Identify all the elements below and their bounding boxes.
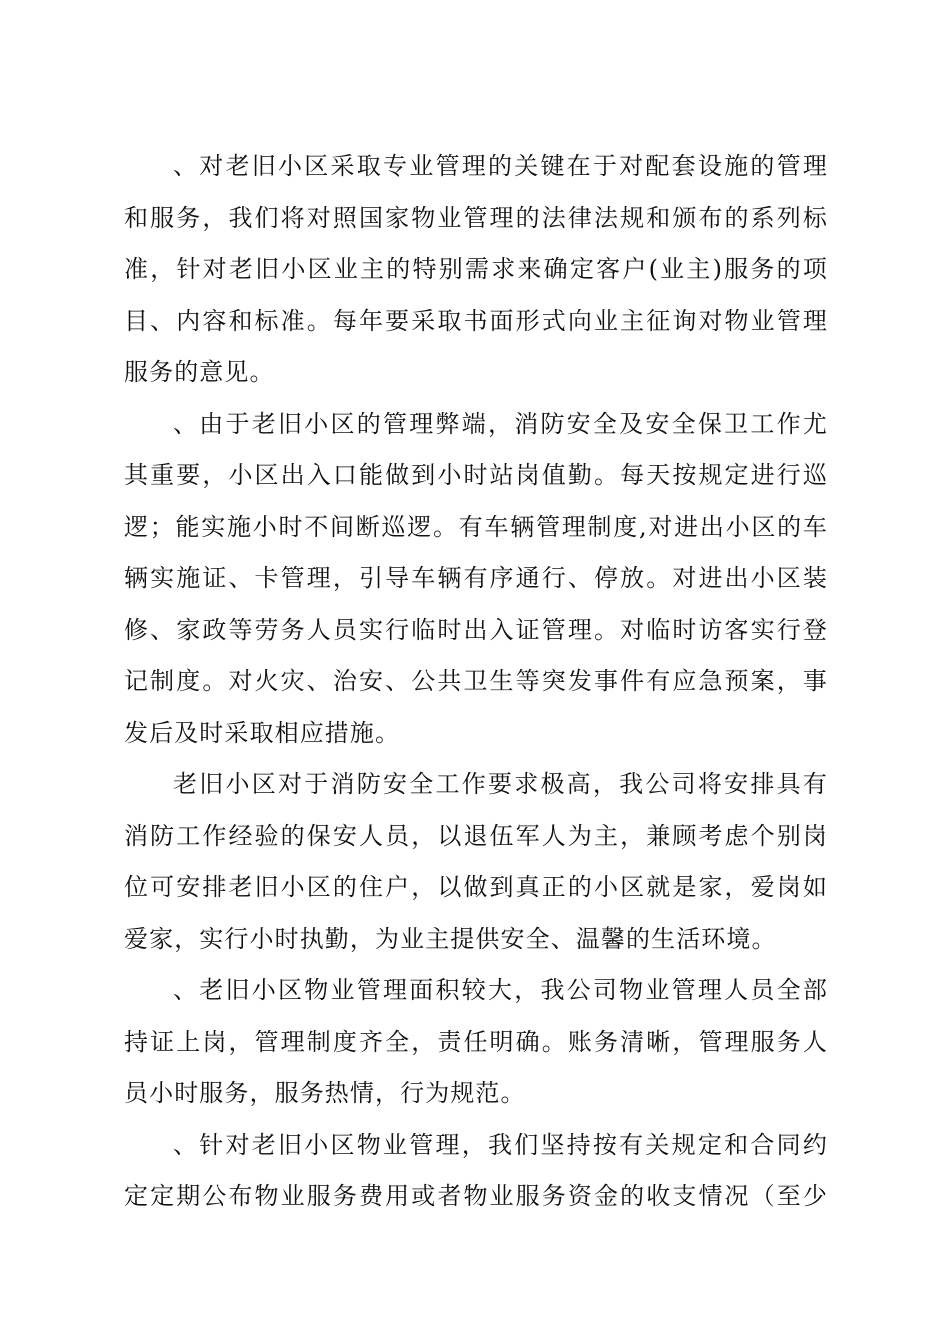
text-line: 、由于老旧小区的管理弊端，消防安全及安全保卫工作尤 bbox=[173, 409, 828, 438]
paragraph-staff bbox=[124, 965, 828, 1120]
paragraph-facility-management bbox=[124, 141, 828, 399]
text-line: 、针对老旧小区物业管理，我们坚持按有关规定和合同约 bbox=[173, 1130, 828, 1159]
text-line: 修、家政等劳务人员实行临时出入证管理。对临时访客实行登 bbox=[124, 615, 828, 644]
text-line: 逻；能实施小时不间断巡逻。有车辆管理制度,对进出小区的车 bbox=[124, 512, 828, 541]
text-line: 消防工作经验的保安人员，以退伍军人为主，兼顾考虑个别岗 bbox=[124, 821, 828, 850]
text-line: 位可安排老旧小区的住户，以做到真正的小区就是家，爱岗如 bbox=[124, 873, 828, 901]
text-line: 发后及时采取相应措施。 bbox=[124, 718, 401, 747]
text-line: 、老旧小区物业管理面积较大，我公司物业管理人员全部 bbox=[173, 976, 828, 1004]
text-line: 员小时服务，服务热情，行为规范。 bbox=[124, 1079, 526, 1107]
text-line: 持证上岗，管理制度齐全，责任明确。账务清晰，管理服务人 bbox=[124, 1027, 828, 1056]
text-line: 准，针对老旧小区业主的特别需求来确定客户(业主)服务的项 bbox=[124, 255, 828, 283]
text-line: 定定期公布物业服务费用或者物业服务资金的收支情况（至少 bbox=[124, 1182, 828, 1210]
document-body bbox=[124, 141, 828, 1223]
paragraph-security bbox=[124, 399, 828, 760]
text-line: 其重要，小区出入口能做到小时站岗值勤。每天按规定进行巡 bbox=[124, 461, 828, 489]
text-line: 服务的意见。 bbox=[124, 358, 275, 386]
paragraph-fee-disclosure bbox=[124, 1120, 828, 1223]
text-line: 、对老旧小区采取专业管理的关键在于对配套设施的管理 bbox=[173, 152, 828, 180]
text-line: 和服务，我们将对照国家物业管理的法律法规和颁布的系列标 bbox=[124, 203, 828, 232]
paragraph-fire-safety bbox=[124, 759, 828, 965]
text-line: 老旧小区对于消防安全工作要求极高，我公司将安排具有 bbox=[173, 770, 828, 798]
text-line: 目、内容和标准。每年要采取书面形式向业主征询对物业管理 bbox=[124, 306, 828, 335]
text-line: 爱家，实行小时执勤，为业主提供安全、温馨的生活环境。 bbox=[124, 924, 777, 953]
text-line: 辆实施证、卡管理，引导车辆有序通行、停放。对进出小区装 bbox=[124, 564, 828, 592]
text-line: 记制度。对火灾、治安、公共卫生等突发事件有应急预案，事 bbox=[124, 667, 828, 695]
